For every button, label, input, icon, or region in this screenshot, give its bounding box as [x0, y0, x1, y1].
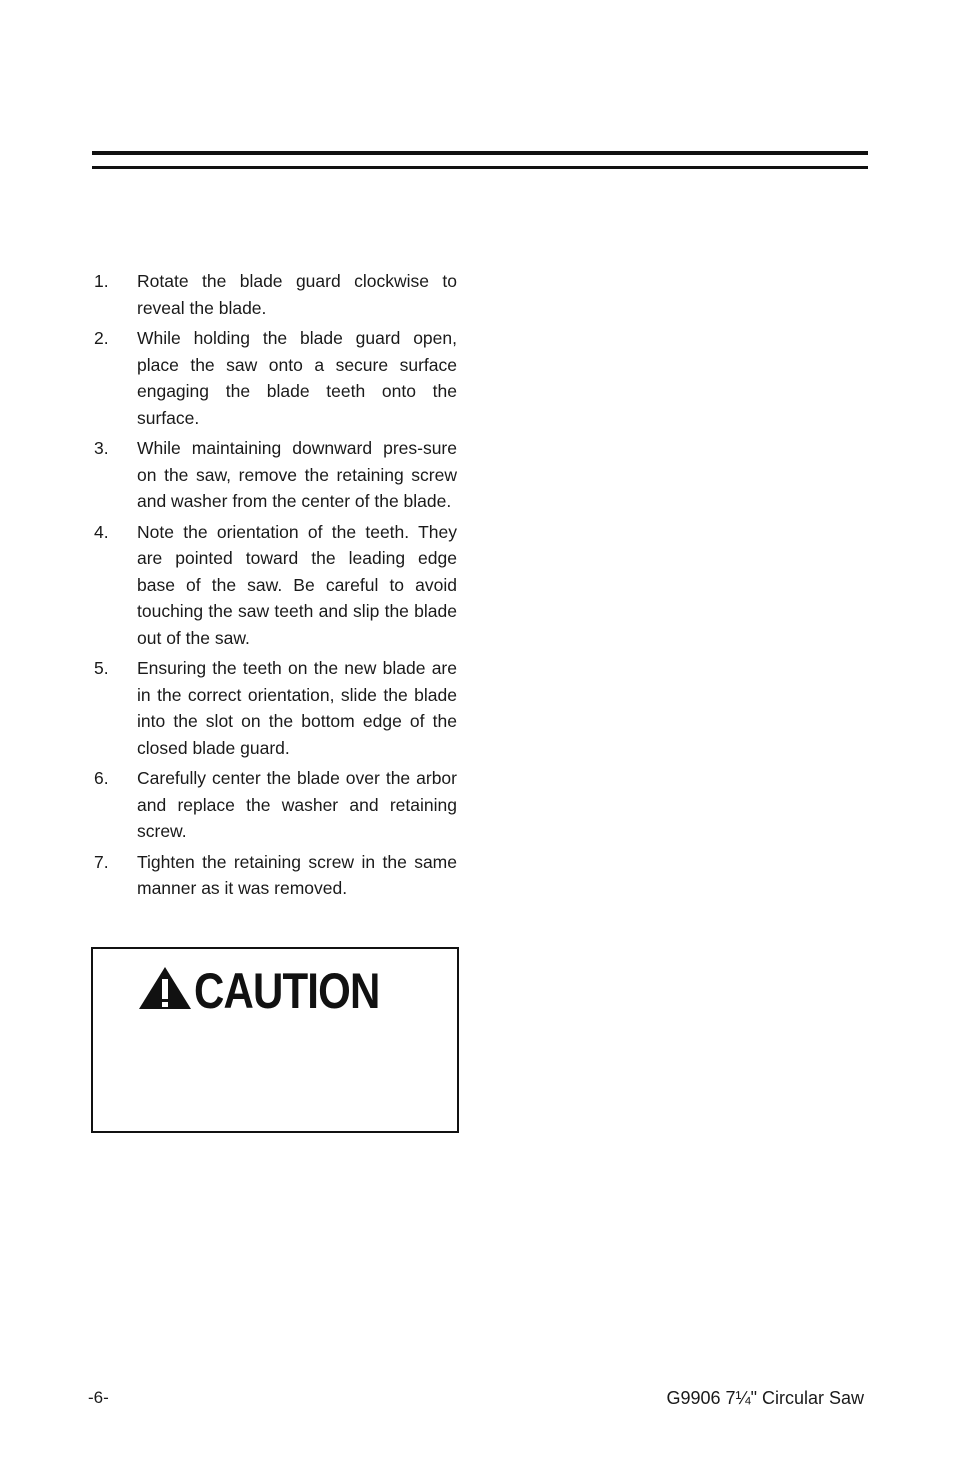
- step-text: Carefully center the blade over the arbor and replace the washer and retaining screw.: [137, 768, 457, 841]
- step-text: Tighten the retaining screw in the same manner as it was removed.: [137, 851, 457, 898]
- caution-label: CAUTION: [194, 963, 380, 1019]
- step-number: 1.: [94, 271, 109, 291]
- header-rule-bottom: [92, 166, 868, 169]
- step-text: While maintaining downward pres-sure on the saw, remove the retaining screw and washer from the center of the blade.: [137, 438, 457, 511]
- step-item: [94, 655, 458, 761]
- step-number: 2.: [94, 328, 109, 348]
- step-item: [94, 765, 458, 845]
- step-number: 5.: [94, 658, 109, 678]
- step-number: 6.: [94, 768, 109, 788]
- step-number: 4.: [94, 521, 109, 542]
- product-title: G9906 7¼" Circular Saw: [666, 1388, 864, 1408]
- page-number: -6-: [88, 1388, 109, 1407]
- step-text: Rotate the blade guard clockwise to reveal the blade.: [137, 271, 457, 318]
- step-text: Ensuring the teeth on the new blade are in the correct orientation, slide the blade into the slot on the bottom edge of the closed blade guard.: [137, 658, 457, 758]
- step-item: [94, 325, 458, 431]
- step-item: [94, 849, 458, 902]
- step-item: [94, 435, 458, 515]
- step-item: [94, 268, 458, 321]
- header-rule-top: [92, 151, 868, 155]
- caution-box: [91, 947, 459, 1133]
- step-text: Note the orientation of the teeth. They are pointed toward the leading edge base of the saw. Be careful to avoid touching the saw teeth and slip the blade out of the saw.: [137, 521, 457, 648]
- warning-triangle-icon: [137, 965, 193, 1011]
- step-number: 3.: [94, 438, 109, 458]
- step-number: 7.: [94, 851, 109, 872]
- instruction-steps: [94, 268, 458, 906]
- step-text: While holding the blade guard open, place the saw onto a secure surface engaging the blade teeth onto the surface.: [137, 328, 457, 428]
- step-item: [94, 519, 458, 652]
